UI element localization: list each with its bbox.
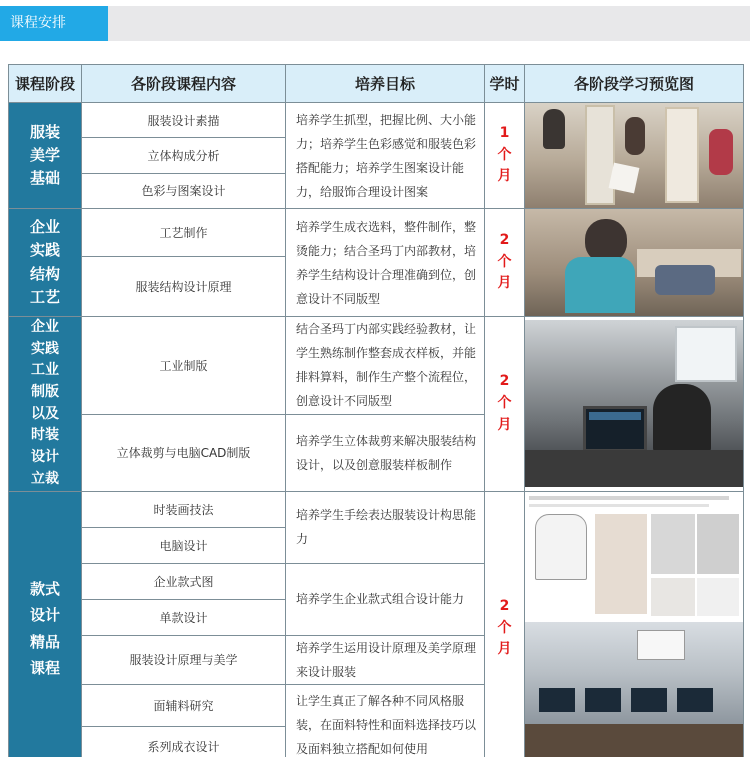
- stage-4-goal-4: 让学生真正了解各种不同风格服装，在面料特性和面料选择技巧以及面料独立搭配如何使用: [286, 684, 485, 757]
- stage-3-content-1: 工业制版: [82, 317, 286, 415]
- stage-1-hours: 1 个 月: [485, 103, 525, 209]
- stage-4-hours: 2 个 月: [485, 491, 525, 757]
- stage-1-content-2: 立体构成分析: [82, 138, 286, 173]
- stage-3-content-2: 立体裁剪与电脑CAD制版: [82, 414, 286, 491]
- stage-2-hours: 2 个 月: [485, 209, 525, 317]
- col-hours-header: 学时: [485, 65, 525, 103]
- stage-2-preview-photo: [525, 209, 744, 317]
- stage-2-goal: 培养学生成衣选料，整件制作，整烫能力；结合圣玛丁内部教材，培养学生结构设计合理准确到位，创意设计不同版型: [286, 209, 485, 317]
- header-bar: [0, 6, 750, 41]
- stage-3-preview-photo: [525, 317, 744, 492]
- stage-2-content-2: 服装结构设计原理: [82, 257, 286, 317]
- course-table: [8, 64, 744, 757]
- stage-4-content-4: 单款设计: [82, 599, 286, 635]
- stage-4-goal-1: 培养学生手绘表达服装设计构思能力: [286, 491, 485, 563]
- stage-4-goal-3: 培养学生运用设计原理及美学原理来设计服装: [286, 635, 485, 684]
- stage-1-preview-photo: [525, 103, 744, 209]
- stage-2-content-1: 工艺制作: [82, 209, 286, 257]
- stage-3-hours: 2 个 月: [485, 317, 525, 492]
- table-header-row: [9, 65, 744, 103]
- stage-3-goal-2: 培养学生立体裁剪来解决服装结构设计，以及创意服装样板制作: [286, 414, 485, 491]
- stage-3-goal-1: 结合圣玛丁内部实践经验教材，让学生熟练制作整套成衣样板，并能排料算料，制作生产整个流程位，创意设计不同版型: [286, 317, 485, 415]
- col-goal-header: 培养目标: [286, 65, 485, 103]
- stage-4-content-6: 面辅料研究: [82, 684, 286, 726]
- stage-4-name: 款式 设计 精品 课程: [9, 491, 82, 757]
- col-stage-header: 课程阶段: [9, 65, 82, 103]
- stage-4-content-3: 企业款式图: [82, 563, 286, 599]
- stage-4-content-7: 系列成衣设计: [82, 726, 286, 757]
- stage-4-preview-photo: [525, 491, 744, 757]
- stage-1-content-3: 色彩与图案设计: [82, 173, 286, 208]
- stage-1-name: 服装 美学 基础: [9, 103, 82, 209]
- stage-4-content-1: 时装画技法: [82, 491, 286, 527]
- stage-1-goal: 培养学生抓型，把握比例、大小能力；培养学生色彩感觉和服装色彩搭配能力；培养学生图案设计能力，给服饰合理设计图案: [286, 103, 485, 209]
- stage-3-name: 企业 实践 工业 制版 以及 时装 设计 立裁: [9, 317, 82, 492]
- stage-4-content-5: 服装设计原理与美学: [82, 635, 286, 684]
- col-preview-header: 各阶段学习预览图: [525, 65, 744, 103]
- section-title-tab: 课程安排: [0, 6, 108, 41]
- col-content-header: 各阶段课程内容: [82, 65, 286, 103]
- stage-4-goal-2: 培养学生企业款式组合设计能力: [286, 563, 485, 635]
- stage-2-name: 企业 实践 结构 工艺: [9, 209, 82, 317]
- stage-1-content-1: 服装设计素描: [82, 103, 286, 138]
- stage-4-content-2: 电脑设计: [82, 527, 286, 563]
